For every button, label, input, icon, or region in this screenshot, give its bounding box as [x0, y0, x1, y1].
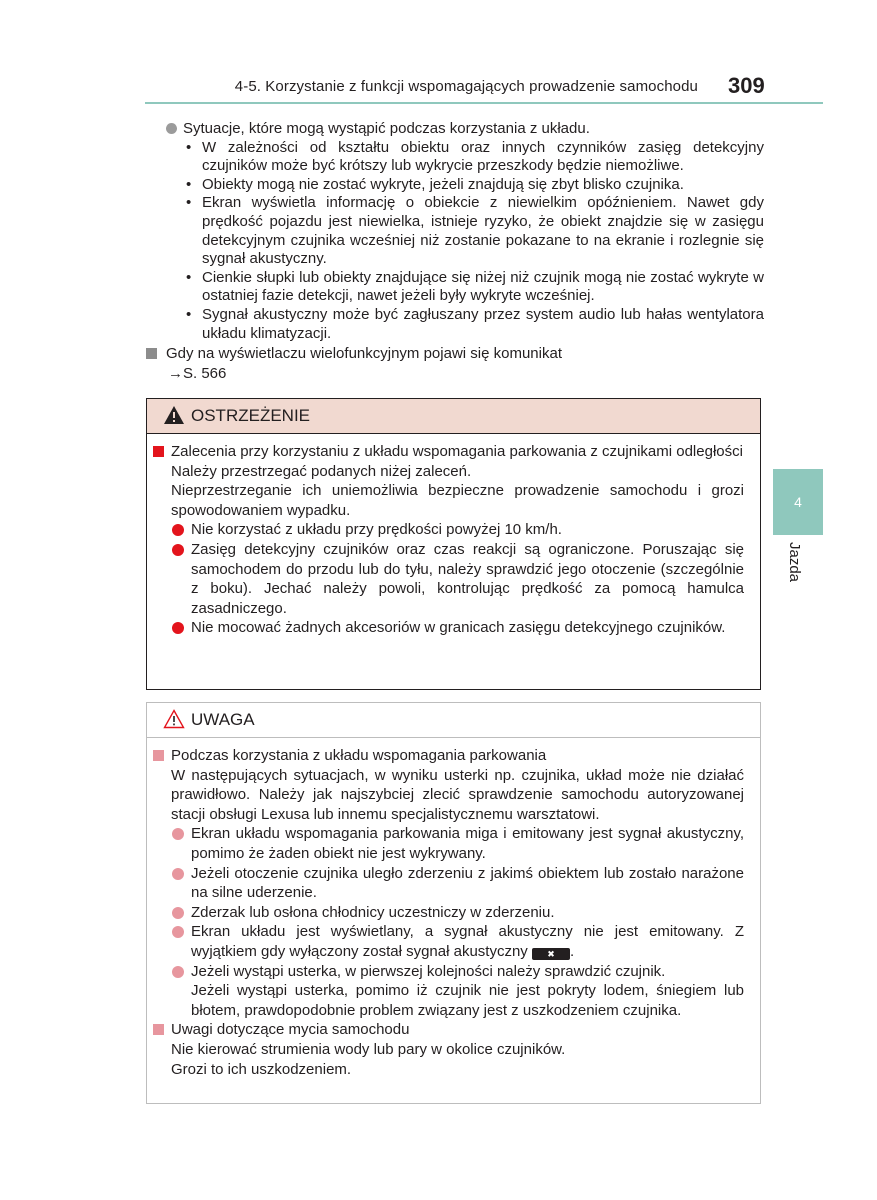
notice-box [146, 702, 761, 1104]
chapter-tab-label: Jazda [786, 542, 803, 583]
header-rule [145, 102, 823, 104]
section-heading: Gdy na wyświetlaczu wielofunkcyjnym pojawi się komunikat [146, 344, 766, 364]
list-item: Ekran układu wspomagania parkowania miga i emitowany jest sygnał akustyczny, pomimo że żaden obiekt nie jest wykrywany. [153, 824, 744, 863]
pink-square-bullet-icon [153, 1024, 164, 1035]
gray-square-bullet-icon [146, 348, 157, 359]
intro-heading: Sytuacje, które mogą wystąpić podczas korzystania z układu. [166, 120, 764, 139]
pink-circle-bullet-icon [172, 868, 184, 880]
caution-triangle-icon [163, 709, 185, 734]
red-circle-bullet-icon [172, 544, 184, 556]
warning-paragraph: Należy przestrzegać podanych niżej zaleceń. [171, 462, 472, 480]
list-item: • Obiekty mogą nie zostać wykryte, jeżeli znajdują się zbyt blisko czujnika. [186, 175, 684, 193]
pink-circle-bullet-icon [172, 926, 184, 938]
warning-paragraph: Nieprzestrzeganie ich uniemożliwia bezpieczne prowadzenie samochodu i grozi spowodowaniem wypadku. [171, 482, 744, 519]
list-item: • Sygnał akustyczny może być zagłuszany przez system audio lub hałas wentylatora układu klimatyzacji. [186, 305, 764, 342]
warning-triangle-icon [163, 405, 185, 430]
intro-section [166, 120, 764, 343]
list-item: • Cienkie słupki lub obiekty znajdujące się niżej niż czujnik mogą nie zostać wykryte w ostatniej fazie detekcji, nawet jeżeli były wykryte wcześniej. [186, 268, 764, 305]
warning-subheading: Zalecenia przy korzystaniu z układu wspomagania parkowania z czujnikami odległości [153, 442, 744, 462]
notice-label: UWAGA [191, 710, 255, 729]
list-item: Zderzak lub osłona chłodnicy uczestniczy w zderzeniu. [153, 903, 744, 923]
red-circle-bullet-icon [172, 524, 184, 536]
sound-mute-icon: ✖ [532, 948, 570, 960]
notice-header [147, 703, 760, 738]
list-item: Nie mocować żadnych akcesoriów w granicach zasięgu detekcyjnego czujników. [153, 618, 744, 638]
list-item: Nie korzystać z układu przy prędkości powyżej 10 km/h. [153, 520, 744, 540]
notice-subheading: Podczas korzystania z układu wspomagania parkowania [153, 746, 744, 766]
notice-body [147, 738, 760, 1079]
warning-box [146, 398, 761, 690]
list-item-continuation: Jeżeli wystąpi usterka, pomimo iż czujnik nie jest pokryty lodem, śniegiem lub błotem, prawdopodobnie problem związany jest z uszkodzeniem czujnika. [191, 982, 744, 1019]
chapter-title: 4-5. Korzystanie z funkcji wspomagających prowadzenie samochodu [234, 78, 698, 95]
notice-paragraph: Grozi to ich uszkodzeniem. [171, 1060, 352, 1078]
list-item: Zasięg detekcyjny czujników oraz czas reakcji są ograniczone. Poruszając się samochodem do przodu lub do tyłu, należy sprawdzić jego otoczenie (szczególnie z boku). Jechać należy powoli, kontrolując prędkość za pomocą hamulca zasadniczego. [153, 540, 744, 618]
notice-subheading: Uwagi dotyczące mycia samochodu [153, 1020, 744, 1040]
intro-bullet-list [186, 139, 764, 344]
pink-circle-bullet-icon [172, 907, 184, 919]
list-item: Ekran układu jest wyświetlany, a sygnał akustyczny nie jest emitowany. Z wyjątkiem gdy wyłączony został sygnał akustyczny ✖ . [153, 922, 744, 961]
pink-square-bullet-icon [153, 750, 164, 761]
list-item: Jeżeli wystąpi usterka, w pierwszej kolejności należy sprawdzić czujnik. [153, 962, 744, 982]
gray-circle-bullet-icon [166, 123, 177, 134]
red-circle-bullet-icon [172, 622, 184, 634]
list-item: • Ekran wyświetla informację o obiekcie z niewielkim opóźnieniem. Nawet gdy prędkość pojazdu jest niewielka, istnieje ryzyko, że obiekt znajdzie się w zasięgu detekcyjnym czujnika wcześniej niż zostanie pokazane to na ekranie i rozlegnie się sygnał akustyczny. [186, 194, 764, 268]
list-item: Jeżeli otoczenie czujnika uległo zderzeniu z jakimś obiektem lub zostało narażone na silne uderzenie. [153, 864, 744, 903]
page-reference-link[interactable]: →S. 566 [168, 365, 227, 382]
list-item: • W zależności od kształtu obiektu oraz innych czynników zasięg detekcyjny czujników może być krótszy lub wykrycie przeszkody będzie niemożliwe. [186, 138, 764, 175]
pink-circle-bullet-icon [172, 828, 184, 840]
warning-body [147, 434, 760, 638]
warning-header [147, 399, 760, 434]
notice-paragraph: W następujących sytuacjach, w wyniku usterki np. czujnika, układ może nie działać prawidłowo. Należy jak najszybciej zlecić sprawdzenie samochodu autoryzowanej stacji obsługi Lexusa lub innemu specjalistycznemu warsztatowi. [171, 766, 744, 823]
warning-label: OSTRZEŻENIE [191, 406, 311, 425]
pink-circle-bullet-icon [172, 966, 184, 978]
chapter-tab[interactable]: 4 [773, 469, 823, 535]
notice-paragraph: Nie kierować strumienia wody lub pary w okolice czujników. [171, 1040, 566, 1058]
red-square-bullet-icon [153, 446, 164, 457]
page-number: 309 [728, 73, 765, 98]
message-section [146, 344, 766, 384]
